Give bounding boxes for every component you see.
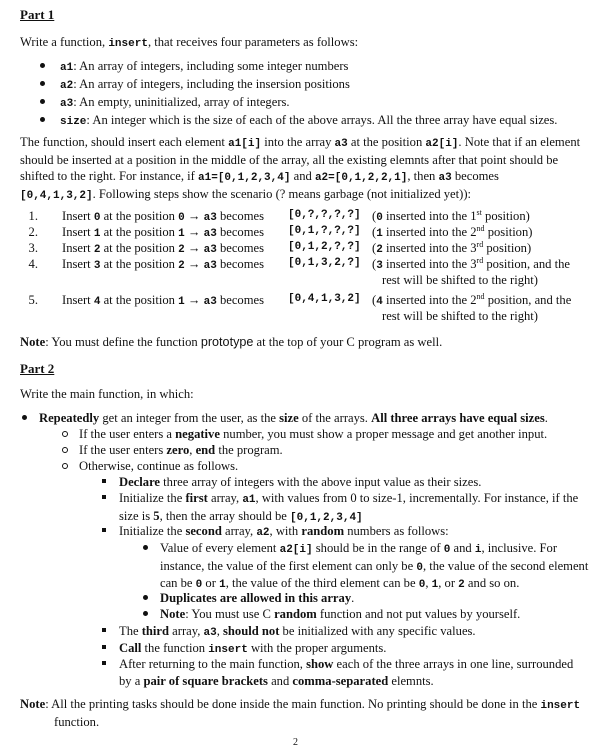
- arrow-icon: →: [187, 293, 201, 307]
- param-list-item: a1: An array of integers, including some integer numbers: [40, 58, 590, 76]
- arrow-icon: →: [187, 225, 201, 239]
- arrow-icon: →: [187, 241, 201, 255]
- square-bullet-icon: [102, 528, 106, 532]
- square-bullet-icon: [102, 479, 106, 483]
- step-list-item: Call the function insert with the proper arguments.: [102, 640, 594, 658]
- sub-list-item: If the user enters zero, end the program.: [62, 442, 592, 459]
- square-bullet-icon: [102, 628, 106, 632]
- printing-note: Note: All the printing tasks should be done inside the main function. No printing should be done in the insert function.: [20, 697, 581, 729]
- main-list-item: Repeatedly get an integer from the user, as the size of the arrays. All three arrays have equal sizes.: [22, 410, 592, 427]
- param-list-item: a2: An array of integers, including the insersion positions: [40, 76, 590, 94]
- part2-heading: Part 2: [20, 361, 55, 376]
- circle-bullet-icon: [62, 431, 68, 437]
- sub-list-item: Otherwise, continue as follows.: [62, 458, 592, 475]
- detail-list-item: Duplicates are allowed in this array.: [143, 590, 595, 607]
- bullet-icon: [22, 415, 27, 420]
- step-list-item: Initialize the second array, a2, with random numbers as follows:: [102, 523, 594, 541]
- circle-bullet-icon: [62, 463, 68, 469]
- param-list-item: a3: An empty, uninitialized, array of integers.: [40, 94, 590, 112]
- square-bullet-icon: [102, 645, 106, 649]
- square-bullet-icon: [102, 661, 106, 665]
- arrow-icon: →: [187, 257, 201, 271]
- bullet-icon: [143, 545, 148, 550]
- part2-intro: Write the main function, in which:: [20, 387, 194, 401]
- bullet-icon: [143, 611, 148, 616]
- bullet-icon: [40, 99, 45, 104]
- bullet-icon: [40, 63, 45, 68]
- detail-list-item: Value of every element a2[i] should be in the range of 0 and i, inclusive. For instance, the value of the first element can only be 0, the value of the second element can be 0 or 1, the value of the third element can be 0, 1, or 2 and so on.: [143, 540, 595, 593]
- bullet-icon: [40, 117, 45, 122]
- prototype-note: Note: You must define the function prototype at the top of your C program as well.: [20, 335, 443, 349]
- step-list-item: Declare three array of integers with the above input value as their sizes.: [102, 474, 594, 491]
- part1-intro: Write a function, insert, that receives four parameters as follows:: [20, 35, 359, 50]
- bullet-icon: [40, 81, 45, 86]
- arrow-icon: →: [187, 209, 201, 223]
- function-description: The function, should insert each element a1[i] into the array a3 at the position a2[i]. Note that if an element should be inserted at a position in the middle of the array, all the existing elemnts after that point should be shifted to the right. For instance, if a1=[0,1,2,3,4] and a2=[0,1,2,2,1], then a3 becomes [0,4,1,3,2]. Following steps show the scenario (? means garbage (not initialized yet)):: [20, 135, 581, 202]
- page-number: 2: [293, 737, 298, 748]
- circle-bullet-icon: [62, 447, 68, 453]
- step-list-item: The third array, a3, should not be initialized with any specific values.: [102, 623, 594, 641]
- part1-heading: Part 1: [20, 7, 55, 22]
- detail-list-item: Note: You must use C random function and not put values by yourself.: [143, 606, 595, 623]
- square-bullet-icon: [102, 495, 106, 499]
- step-list-item: Initialize the first array, a1, with values from 0 to size-1, incrementally. For instance, if the size is 5, then the array should be [0,1,2,3,4]: [102, 490, 594, 525]
- sub-list-item: If the user enters a negative number, you must show a proper message and get another input.: [62, 426, 592, 443]
- step-list-item: After returning to the main function, show each of the three arrays in one line, surrounded by a pair of square brackets and comma-separated elemnts.: [102, 656, 594, 689]
- bullet-icon: [143, 595, 148, 600]
- param-list-item: size: An integer which is the size of each of the above arrays. All the three array have equal sizes.: [40, 112, 595, 130]
